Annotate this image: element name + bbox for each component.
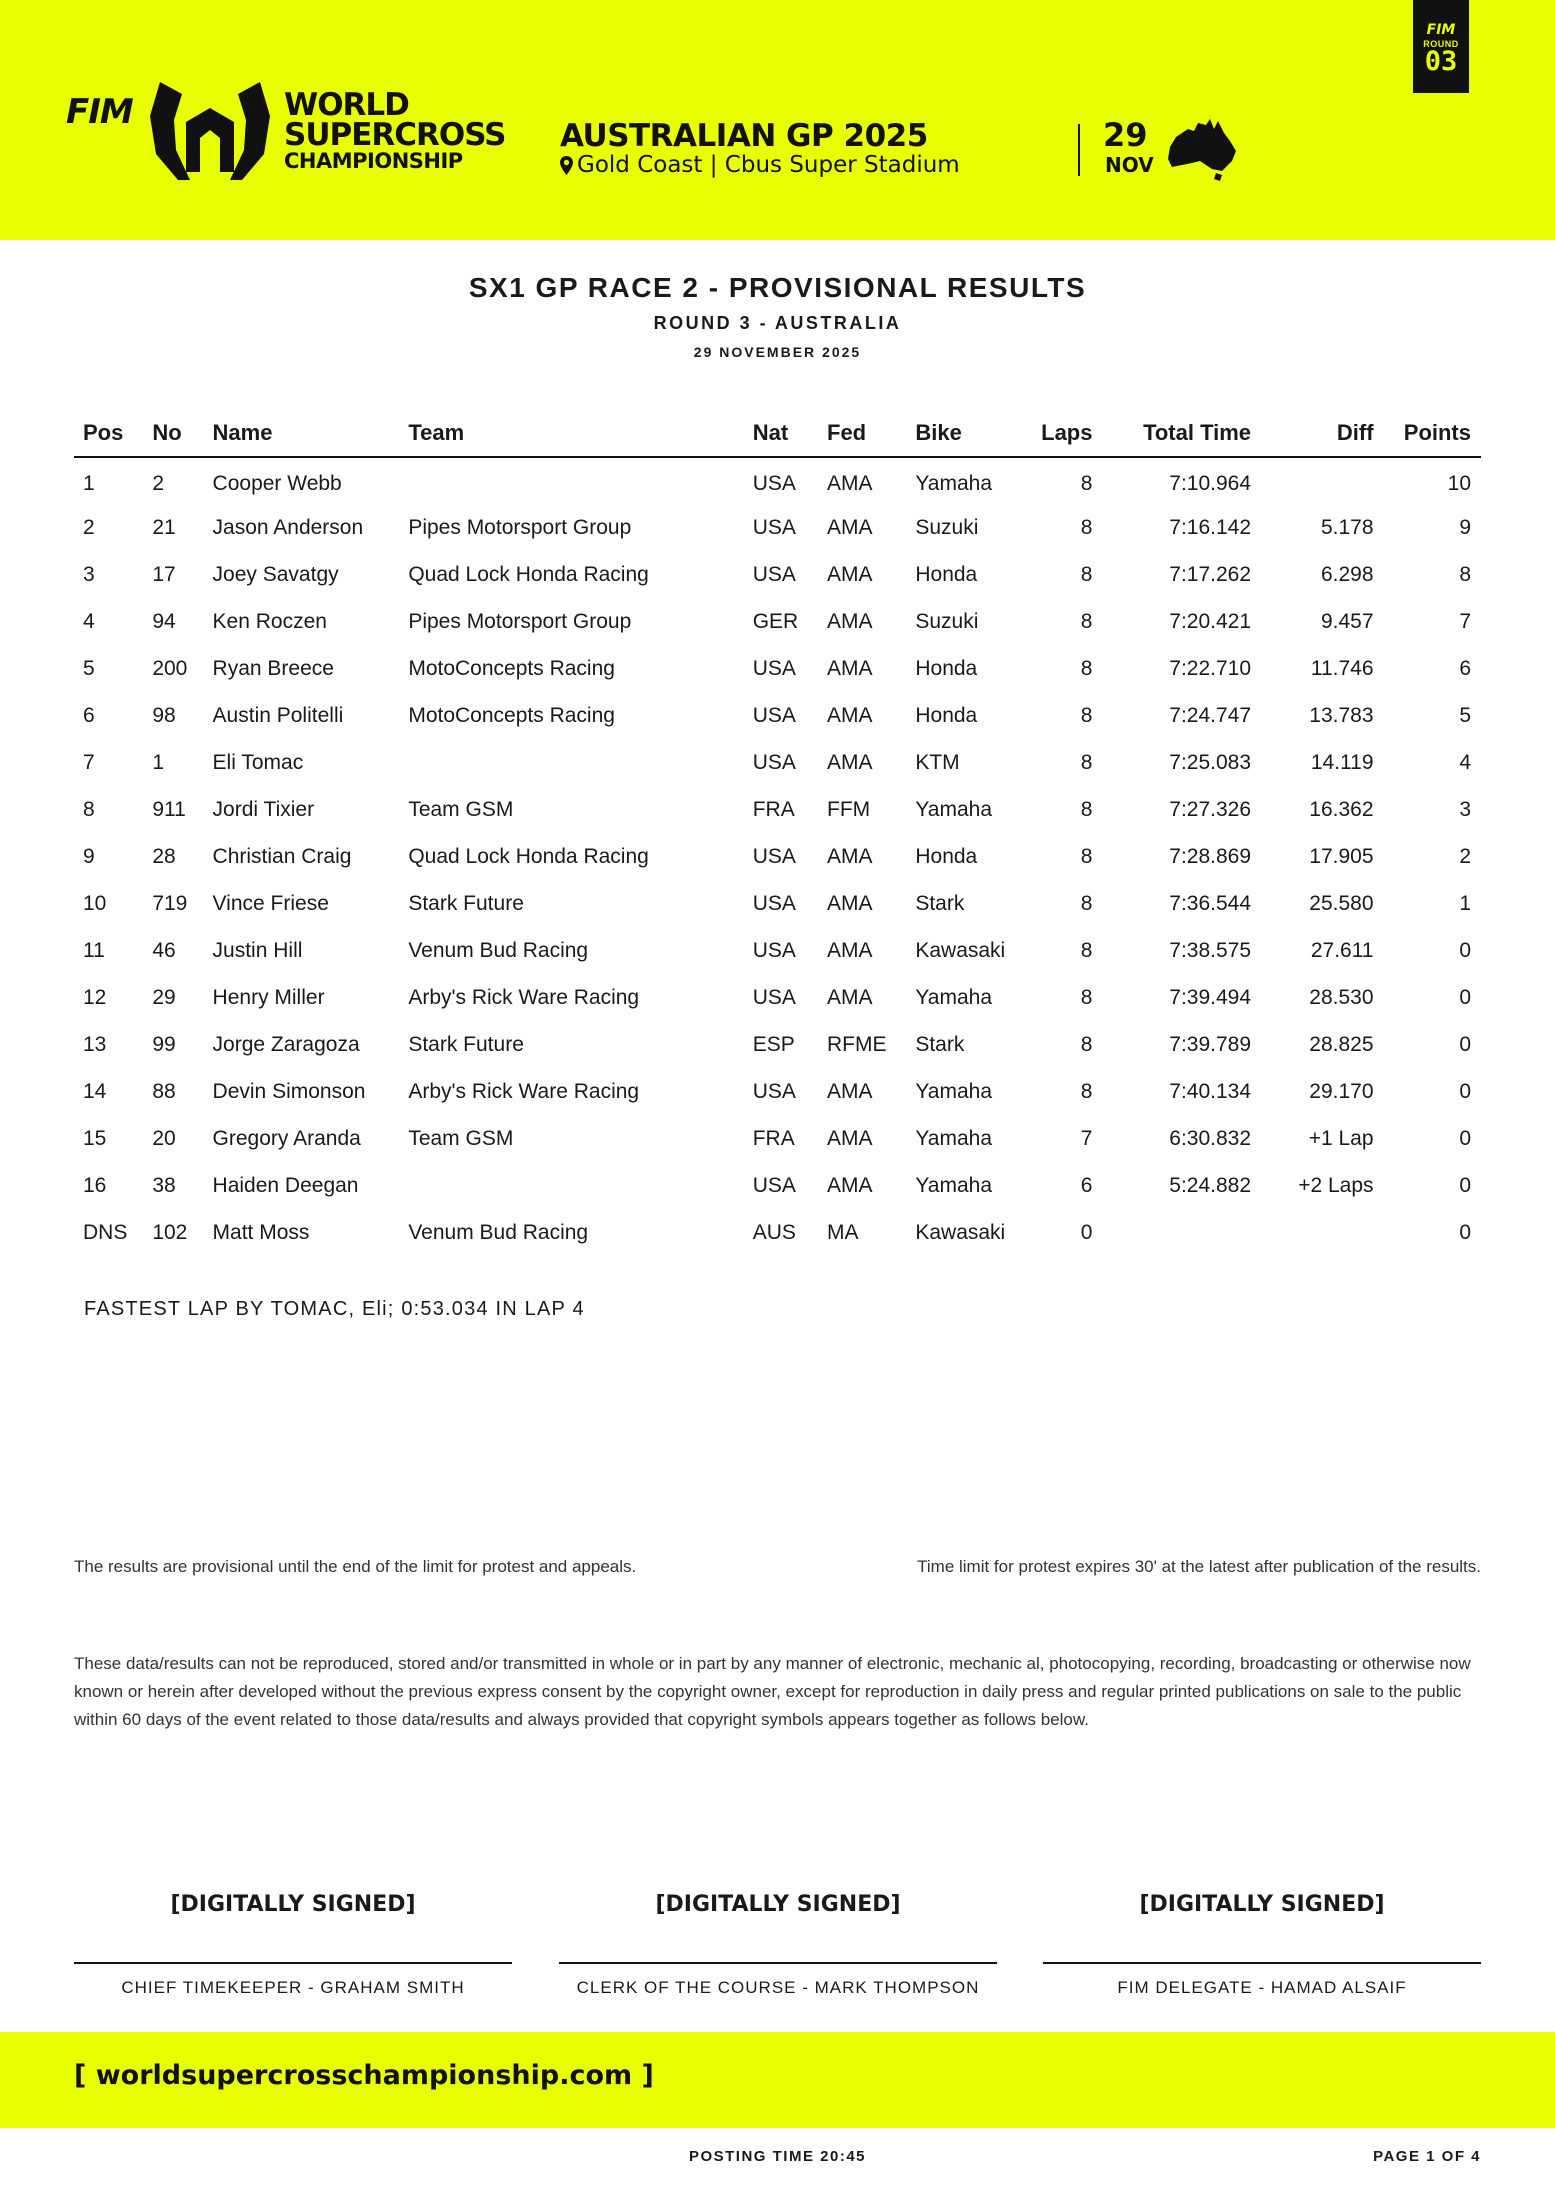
signature-chief-timekeeper xyxy=(74,1892,512,1998)
cell-nat: USA xyxy=(752,1173,796,1197)
cell-nat: USA xyxy=(752,1079,796,1103)
cell-points: 0 xyxy=(1459,1173,1471,1197)
cell-pos: 5 xyxy=(83,656,95,680)
column-header: Fed xyxy=(827,412,915,457)
cell-team: Quad Lock Honda Racing xyxy=(408,562,649,586)
cell-pos: DNS xyxy=(83,1220,128,1244)
table-row xyxy=(74,1162,1481,1209)
cell-number: 21 xyxy=(152,515,176,539)
cell-nat: USA xyxy=(752,515,796,539)
document-date: 29 NOVEMBER 2025 xyxy=(693,344,862,360)
cell-pos: 3 xyxy=(83,562,95,586)
cell-name: Devin Simonson xyxy=(212,1079,366,1103)
column-header: Bike xyxy=(915,412,1041,457)
wsx-helmet-logo-icon xyxy=(146,76,274,188)
cell-total-time xyxy=(1112,1209,1255,1256)
cell-points: 9 xyxy=(1459,515,1471,539)
cell-pos: 9 xyxy=(83,844,95,868)
cell-team xyxy=(408,457,752,504)
posting-time: POSTING TIME 20:45 xyxy=(688,2148,867,2165)
cell-diff: 27.611 xyxy=(1310,938,1374,962)
cell-number: 88 xyxy=(152,1079,176,1103)
cell-name: Ryan Breece xyxy=(212,656,334,680)
cell-points: 6 xyxy=(1459,656,1471,680)
cell-nat: USA xyxy=(752,750,796,774)
table-row xyxy=(74,1115,1481,1162)
cell-name: Matt Moss xyxy=(212,1220,310,1244)
cell-number: 1 xyxy=(152,750,164,774)
table-row xyxy=(74,1209,1481,1256)
cell-diff: 16.362 xyxy=(1309,797,1374,821)
cell-bike: Yamaha xyxy=(915,797,993,821)
cell-pos: 4 xyxy=(83,609,95,633)
cell-pos: 15 xyxy=(83,1126,107,1150)
cell-fed: AMA xyxy=(827,985,873,1009)
cell-number: 102 xyxy=(152,1220,188,1244)
column-header: Nat xyxy=(753,412,827,457)
cell-laps: 8 xyxy=(1080,938,1093,962)
location-pin-icon xyxy=(560,156,573,175)
cell-total-time: 7:25.083 xyxy=(1169,750,1252,774)
cell-nat: USA xyxy=(752,562,796,586)
cell-team: Venum Bud Racing xyxy=(408,1220,589,1244)
table-row xyxy=(74,1021,1481,1068)
cell-number: 99 xyxy=(152,1032,176,1056)
table-row xyxy=(74,457,1481,504)
brand-line-3: CHAMPIONSHIP xyxy=(284,149,463,173)
cell-name: Cooper Webb xyxy=(212,472,342,495)
table-row xyxy=(74,551,1481,598)
cell-total-time: 7:24.747 xyxy=(1169,703,1252,727)
signature-text: [DIGITALLY SIGNED] xyxy=(1139,1892,1385,1917)
table-header-row xyxy=(74,412,1481,457)
column-header: No xyxy=(152,412,212,457)
cell-team: Team GSM xyxy=(408,1126,514,1150)
cell-number: 17 xyxy=(152,562,176,586)
cell-diff: 11.746 xyxy=(1310,656,1374,680)
cell-pos: 6 xyxy=(83,703,95,727)
cell-laps: 8 xyxy=(1080,562,1093,586)
cell-bike: Yamaha xyxy=(915,1173,993,1197)
signature-line xyxy=(1043,1962,1481,1964)
cell-points: 8 xyxy=(1459,562,1471,586)
cell-fed: AMA xyxy=(827,562,873,586)
cell-points: 3 xyxy=(1459,797,1471,821)
cell-total-time: 7:10.964 xyxy=(1169,472,1252,495)
cell-name: Vince Friese xyxy=(212,891,329,915)
cell-diff: 13.783 xyxy=(1309,703,1374,727)
cell-team: Arby's Rick Ware Racing xyxy=(408,985,640,1009)
cell-points: 10 xyxy=(1447,472,1471,495)
cell-fed: AMA xyxy=(827,1079,873,1103)
document-subtitle: ROUND 3 - AUSTRALIA xyxy=(653,313,902,333)
cell-nat: USA xyxy=(752,891,796,915)
cell-diff: 9.457 xyxy=(1320,609,1374,633)
cell-bike: Yamaha xyxy=(915,1079,993,1103)
cell-team: Quad Lock Honda Racing xyxy=(408,844,649,868)
table-row xyxy=(74,880,1481,927)
cell-pos: 16 xyxy=(83,1173,107,1197)
column-header: Name xyxy=(213,412,409,457)
cell-diff: 28.825 xyxy=(1309,1032,1374,1056)
provisional-note: The results are provisional until the end of the limit for protest and appeals. xyxy=(74,1557,637,1576)
cell-laps: 7 xyxy=(1080,1126,1093,1150)
cell-number: 98 xyxy=(152,703,176,727)
cell-diff: 17.905 xyxy=(1309,844,1374,868)
cell-diff: 28.530 xyxy=(1309,985,1374,1009)
cell-bike: Suzuki xyxy=(915,515,979,539)
cell-total-time: 5:24.882 xyxy=(1169,1173,1252,1197)
table-row xyxy=(74,739,1481,786)
cell-laps: 8 xyxy=(1080,1032,1093,1056)
cell-total-time: 6:30.832 xyxy=(1169,1126,1252,1150)
cell-name: Eli Tomac xyxy=(212,750,304,774)
header-divider xyxy=(1078,124,1080,176)
cell-laps: 8 xyxy=(1080,1079,1093,1103)
column-header: Total Time xyxy=(1112,412,1255,457)
cell-points: 0 xyxy=(1459,985,1471,1009)
cell-total-time: 7:17.262 xyxy=(1169,562,1252,586)
cell-team: Stark Future xyxy=(408,891,524,915)
cell-fed: AMA xyxy=(827,609,873,633)
cell-fed: AMA xyxy=(827,515,873,539)
cell-fed: MA xyxy=(827,1220,859,1244)
event-title: AUSTRALIAN GP 2025 xyxy=(560,118,928,154)
cell-points: 2 xyxy=(1459,844,1471,868)
cell-total-time: 7:40.134 xyxy=(1169,1079,1252,1103)
cell-fed: AMA xyxy=(827,750,873,774)
column-header: Team xyxy=(408,412,752,457)
cell-nat: USA xyxy=(752,938,796,962)
cell-pos: 2 xyxy=(83,515,95,539)
cell-points: 0 xyxy=(1459,1032,1471,1056)
round-badge xyxy=(1413,0,1469,93)
cell-laps: 8 xyxy=(1080,844,1093,868)
cell-bike: Honda xyxy=(915,562,978,586)
australia-map-icon xyxy=(1166,115,1238,181)
cell-nat: USA xyxy=(752,472,796,495)
cell-fed: RFME xyxy=(827,1032,887,1056)
cell-points: 5 xyxy=(1459,703,1471,727)
cell-team: Venum Bud Racing xyxy=(408,938,589,962)
table-row xyxy=(74,692,1481,739)
cell-laps: 8 xyxy=(1080,750,1093,774)
cell-laps: 8 xyxy=(1080,656,1093,680)
cell-points: 0 xyxy=(1459,1079,1471,1103)
protest-time-note: Time limit for protest expires 30' at the latest after publication of the results. xyxy=(917,1557,1481,1576)
cell-pos: 8 xyxy=(83,797,95,821)
cell-total-time: 7:36.544 xyxy=(1169,891,1252,915)
cell-points: 1 xyxy=(1459,891,1471,915)
cell-bike: Yamaha xyxy=(915,472,993,495)
cell-name: Christian Craig xyxy=(212,844,352,868)
cell-pos: 1 xyxy=(83,472,95,495)
table-row xyxy=(74,927,1481,974)
cell-pos: 10 xyxy=(83,891,107,915)
cell-name: Justin Hill xyxy=(212,938,303,962)
cell-laps: 8 xyxy=(1080,703,1093,727)
cell-name: Haiden Deegan xyxy=(212,1173,359,1197)
cell-total-time: 7:16.142 xyxy=(1169,515,1252,539)
cell-number: 719 xyxy=(152,891,188,915)
cell-fed: AMA xyxy=(827,1173,873,1197)
cell-name: Joey Savatgy xyxy=(212,562,339,586)
cell-fed: AMA xyxy=(827,891,873,915)
signature-line xyxy=(559,1962,997,1964)
signature-fim-delegate xyxy=(1043,1892,1481,1998)
round-badge-fim: FIM xyxy=(1426,22,1456,38)
cell-points: 0 xyxy=(1459,1220,1471,1244)
cell-pos: 7 xyxy=(83,750,95,774)
cell-nat: ESP xyxy=(752,1032,795,1056)
cell-bike: Stark xyxy=(915,1032,965,1056)
table-row xyxy=(74,504,1481,551)
cell-total-time: 7:28.869 xyxy=(1169,844,1252,868)
cell-team: MotoConcepts Racing xyxy=(408,656,615,680)
cell-bike: Honda xyxy=(915,844,978,868)
cell-laps: 8 xyxy=(1080,472,1093,495)
cell-diff xyxy=(1255,1209,1376,1256)
event-date-month: NOV xyxy=(1105,153,1154,177)
cell-bike: Honda xyxy=(915,703,978,727)
fastest-lap-note: FASTEST LAP BY TOMAC, Eli; 0:53.034 IN LAP 4 xyxy=(84,1298,585,1320)
cell-fed: AMA xyxy=(827,472,873,495)
column-header: Points xyxy=(1377,412,1481,457)
website-link[interactable]: [ worldsupercrosschampionship.com ] xyxy=(74,2060,654,2091)
cell-fed: AMA xyxy=(827,703,873,727)
cell-diff: 5.178 xyxy=(1320,515,1374,539)
column-header: Laps xyxy=(1041,412,1113,457)
cell-diff: +1 Lap xyxy=(1308,1126,1374,1150)
cell-name: Ken Roczen xyxy=(212,609,327,633)
signature-role: CHIEF TIMEKEEPER - GRAHAM SMITH xyxy=(121,1978,465,1997)
table-row xyxy=(74,645,1481,692)
signature-clerk-of-course xyxy=(559,1892,997,1998)
cell-laps: 8 xyxy=(1080,515,1093,539)
cell-bike: Honda xyxy=(915,656,978,680)
cell-bike: Yamaha xyxy=(915,1126,993,1150)
page-number: PAGE 1 OF 4 xyxy=(1373,2148,1481,2165)
fim-logo: FIM xyxy=(66,92,133,132)
cell-points: 4 xyxy=(1459,750,1471,774)
event-date-day: 29 xyxy=(1103,116,1148,154)
cell-laps: 8 xyxy=(1080,891,1093,915)
cell-total-time: 7:20.421 xyxy=(1169,609,1252,633)
cell-team: Team GSM xyxy=(408,797,514,821)
cell-diff: 25.580 xyxy=(1309,891,1374,915)
cell-nat: USA xyxy=(752,844,796,868)
cell-diff: 29.170 xyxy=(1309,1079,1374,1103)
cell-diff: 6.298 xyxy=(1320,562,1374,586)
cell-fed: AMA xyxy=(827,938,873,962)
footer-banner xyxy=(0,2032,1555,2128)
document-title: SX1 GP RACE 2 - PROVISIONAL RESULTS xyxy=(468,272,1087,303)
cell-team: MotoConcepts Racing xyxy=(408,703,615,727)
cell-name: Henry Miller xyxy=(212,985,325,1009)
table-row xyxy=(74,833,1481,880)
signature-role: CLERK OF THE COURSE - MARK THOMPSON xyxy=(576,1978,980,1997)
cell-fed: AMA xyxy=(827,844,873,868)
cell-pos: 11 xyxy=(83,938,105,962)
cell-fed: AMA xyxy=(827,656,873,680)
results-table xyxy=(74,412,1481,1256)
table-row xyxy=(74,786,1481,833)
column-header: Diff xyxy=(1255,412,1376,457)
cell-total-time: 7:22.710 xyxy=(1169,656,1252,680)
results-body xyxy=(74,457,1481,1256)
cell-team: Pipes Motorsport Group xyxy=(408,515,632,539)
brand-wordmark xyxy=(284,87,506,173)
cell-bike: Kawasaki xyxy=(915,1220,1006,1244)
cell-laps: 6 xyxy=(1080,1173,1093,1197)
cell-number: 20 xyxy=(152,1126,176,1150)
cell-diff: +2 Laps xyxy=(1298,1173,1374,1197)
cell-bike: Kawasaki xyxy=(915,938,1006,962)
copyright-disclaimer: These data/results can not be reproduced, stored and/or transmitted in whole or in part by any manner of electronic, mechanic al, photocopying, recording, broadcasting or otherwise now known or herein after developed without the previous express consent by the copyright owner, except for reproduction in daily press and regular printed publications on sale to the public within 60 days of the event related to those data/results and always provided that copyright symbols appears together as follows below. xyxy=(74,1654,1471,1729)
round-badge-number: 03 xyxy=(1424,46,1458,77)
cell-diff: 14.119 xyxy=(1310,750,1374,774)
cell-number: 200 xyxy=(152,656,188,680)
cell-fed: AMA xyxy=(827,1126,873,1150)
signature-role: FIM DELEGATE - HAMAD ALSAIF xyxy=(1117,1978,1407,1997)
cell-laps: 0 xyxy=(1080,1220,1093,1244)
cell-nat: FRA xyxy=(752,797,795,821)
brand-line-2: SUPERCROSS xyxy=(284,117,506,153)
venue xyxy=(560,152,960,178)
cell-bike: Suzuki xyxy=(915,609,979,633)
cell-nat: USA xyxy=(752,703,796,727)
cell-points: 7 xyxy=(1459,609,1471,633)
cell-number: 911 xyxy=(152,797,186,821)
cell-nat: AUS xyxy=(752,1220,796,1244)
cell-laps: 8 xyxy=(1080,985,1093,1009)
table-row xyxy=(74,1068,1481,1115)
cell-pos: 12 xyxy=(83,985,107,1009)
cell-bike: Stark xyxy=(915,891,965,915)
cell-team: Stark Future xyxy=(408,1032,524,1056)
cell-name: Jorge Zaragoza xyxy=(212,1032,360,1056)
cell-total-time: 7:27.326 xyxy=(1169,797,1252,821)
cell-number: 2 xyxy=(152,472,164,495)
cell-team: Arby's Rick Ware Racing xyxy=(408,1079,640,1103)
cell-name: Jason Anderson xyxy=(212,515,364,539)
cell-points: 0 xyxy=(1459,1126,1471,1150)
signature-text: [DIGITALLY SIGNED] xyxy=(170,1892,416,1917)
cell-team: Pipes Motorsport Group xyxy=(408,609,632,633)
cell-number: 38 xyxy=(152,1173,176,1197)
cell-nat: USA xyxy=(752,985,796,1009)
table-row xyxy=(74,598,1481,645)
cell-name: Austin Politelli xyxy=(212,703,344,727)
signature-line xyxy=(74,1962,512,1964)
brand-line-1: WORLD xyxy=(284,87,409,123)
cell-team xyxy=(408,739,752,786)
header-banner xyxy=(0,0,1555,240)
table-row xyxy=(74,974,1481,1021)
cell-total-time: 7:39.494 xyxy=(1169,985,1252,1009)
cell-name: Jordi Tixier xyxy=(212,797,315,821)
cell-pos: 14 xyxy=(83,1079,107,1103)
signature-text: [DIGITALLY SIGNED] xyxy=(655,1892,901,1917)
cell-points: 0 xyxy=(1459,938,1471,962)
cell-nat: GER xyxy=(752,609,799,633)
cell-total-time: 7:38.575 xyxy=(1169,938,1252,962)
cell-number: 28 xyxy=(152,844,176,868)
cell-laps: 8 xyxy=(1080,797,1093,821)
cell-laps: 8 xyxy=(1080,609,1093,633)
cell-pos: 13 xyxy=(83,1032,107,1056)
cell-number: 46 xyxy=(152,938,176,962)
cell-fed: FFM xyxy=(827,797,871,821)
cell-name: Gregory Aranda xyxy=(212,1126,361,1150)
cell-team xyxy=(408,1162,752,1209)
round-badge-label: ROUND xyxy=(1423,39,1459,49)
cell-bike: KTM xyxy=(915,750,960,774)
cell-nat: USA xyxy=(752,656,796,680)
cell-number: 94 xyxy=(152,609,176,633)
cell-number: 29 xyxy=(152,985,176,1009)
cell-total-time: 7:39.789 xyxy=(1169,1032,1252,1056)
cell-nat: FRA xyxy=(752,1126,795,1150)
cell-diff xyxy=(1255,457,1376,504)
column-header: Pos xyxy=(74,412,152,457)
venue-text: Gold Coast | Cbus Super Stadium xyxy=(577,152,960,178)
cell-bike: Yamaha xyxy=(915,985,993,1009)
